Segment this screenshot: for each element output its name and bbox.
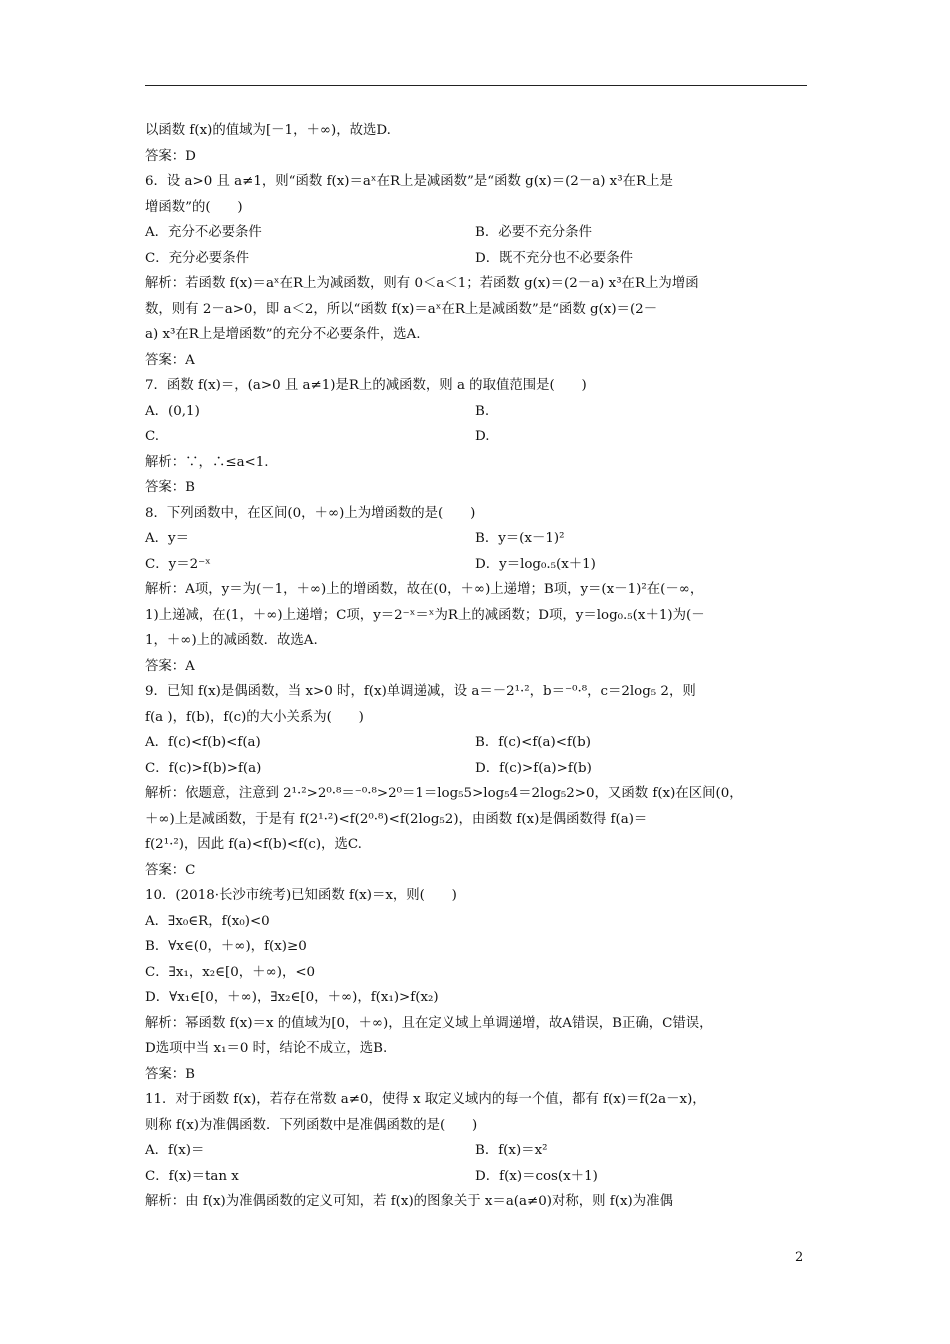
option-item: D．f(x)＝cos(x＋1) [475, 1168, 598, 1184]
text-line: 7．函数 f(x)＝，(a>0 且 a≠1)是R上的减函数，则 a 的取值范围是( ) [145, 378, 587, 393]
text-line: a) x³在R上是增函数”的充分不必要条件，选A. [145, 327, 421, 342]
option-item: C．y＝2⁻ˣ [145, 556, 211, 572]
text-line: 答案：A [145, 658, 195, 674]
text-line: 1)上递减，在(1，＋∞)上递增；C项，y＝2⁻ˣ＝ˣ为R上的减函数；D项，y＝log₀.₅(x＋1)为(－ [145, 607, 705, 623]
text-line: B．∀x∈(0，＋∞)，f(x)≥0 [145, 939, 307, 954]
text-line: 数，则有 2－a>0，即 a＜2，所以“函数 f(x)＝aˣ在R上是减函数”是“函数 g(x)＝(2－ [145, 301, 658, 317]
text-line: D．∀x₁∈[0，＋∞)，∃x₂∈[0，＋∞)，f(x₁)>f(x₂) [145, 990, 439, 1005]
option-item: A．y＝ [145, 531, 190, 546]
option-item: C．充分必要条件 [145, 250, 249, 266]
header-rule [145, 85, 807, 86]
option-item: D. [475, 429, 490, 444]
option-item: C. [145, 429, 160, 444]
text-line: 解析：若函数 f(x)＝aˣ在R上为减函数，则有 0＜a＜1；若函数 g(x)＝(2－a) x³在R上为增函 [145, 276, 699, 291]
text-line: f(2¹·²)，因此 f(a)<f(b)<f(c)，选C. [145, 837, 362, 852]
text-line: 解析：幂函数 f(x)＝x 的值域为[0，＋∞)，且在定义域上单调递增，故A错误，B正确，C错误， [145, 1015, 713, 1031]
option-item: C．f(x)＝tan x [145, 1168, 239, 1184]
option-row [145, 756, 810, 782]
option-item: D．f(c)>f(a)>f(b) [475, 760, 592, 776]
text-line: 解析：∵，∴≤a<1. [145, 454, 269, 470]
option-item: B. [475, 403, 490, 419]
option-row [145, 424, 810, 450]
text-line: 以函数 f(x)的值域为[－1，＋∞)，故选D. [145, 123, 391, 138]
text-line: 解析：A项，y＝为(－1，＋∞)上的增函数，故在(0，＋∞)上递增；B项，y＝(x－1)²在(－∞， [145, 582, 704, 597]
option-row [145, 399, 810, 425]
text-line: D选项中当 x₁＝0 时，结论不成立，选B. [145, 1041, 388, 1056]
option-row [145, 552, 810, 578]
text-line: 答案：D [145, 148, 196, 164]
option-item: A．(0,1) [145, 403, 200, 419]
option-row [145, 526, 810, 552]
text-line: 解析：由 f(x)为准偶函数的定义可知，若 f(x)的图象关于 x＝a(a≠0)对称，则 f(x)为准偶 [145, 1194, 673, 1209]
text-line: 6．设 a>0 且 a≠1，则“函数 f(x)＝aˣ在R上是减函数”是“函数 g(x)＝(2－a) x³在R上是 [145, 174, 673, 189]
text-line: 答案：B [145, 480, 196, 495]
text-line: 答案：C [145, 862, 196, 878]
option-item: D．y＝log₀.₅(x＋1) [475, 556, 596, 572]
option-item: B．f(x)＝x² [475, 1143, 548, 1158]
text-line: 答案：A [145, 352, 195, 368]
text-line: 10．(2018·长沙市统考)已知函数 f(x)＝x，则( ) [145, 888, 457, 903]
option-item: B．必要不充分条件 [475, 225, 592, 240]
text-line: C．∃x₁，x₂∈[0，＋∞)，<0 [145, 964, 316, 980]
text-line: 1，＋∞)上的减函数．故选A. [145, 633, 318, 648]
text-line: 11．对于函数 f(x)，若存在常数 a≠0，使得 x 取定义域内的每一个值，都有 f(x)＝f(2a－x)， [145, 1092, 706, 1107]
option-item: C．f(c)>f(b)>f(a) [145, 760, 262, 776]
option-item: A．f(c)<f(b)<f(a) [145, 735, 261, 750]
text-line: 则称 f(x)为准偶函数．下列函数中是准偶函数的是( ) [145, 1117, 478, 1133]
option-row [145, 730, 810, 756]
option-row [145, 1164, 810, 1190]
page-content [145, 118, 810, 1215]
option-item: B．y＝(x－1)² [475, 531, 565, 546]
text-line: 解析：依题意，注意到 2¹·²>2⁰·⁸＝⁻⁰·⁸>2⁰＝1＝log₅5>log₅4＝2log₅2>0，又函数 f(x)在区间(0， [145, 786, 743, 801]
option-row [145, 1138, 810, 1164]
text-line: A．∃x₀∈R，f(x₀)<0 [145, 913, 270, 929]
option-row [145, 246, 810, 272]
option-item: B．f(c)<f(a)<f(b) [475, 735, 591, 750]
text-line: ＋∞)上是减函数，于是有 f(2¹·²)<f(2⁰·⁸)<f(2log₅2)，由函数 f(x)是偶函数得 f(a)＝ [145, 811, 648, 827]
option-item: D．既不充分也不必要条件 [475, 250, 634, 266]
option-item: A．f(x)＝ [145, 1143, 205, 1158]
option-row [145, 220, 810, 246]
page-number: 2 [795, 1250, 804, 1265]
text-line: 答案：B [145, 1066, 196, 1082]
text-line: 8．下列函数中，在区间(0，＋∞)上为增函数的是( ) [145, 505, 476, 521]
option-item: A．充分不必要条件 [145, 225, 262, 240]
text-line: 9．已知 f(x)是偶函数，当 x>0 时，f(x)单调递减，设 a＝－2¹·²，b＝⁻⁰·⁸，c＝2log₅ 2，则 [145, 684, 696, 699]
text-line: f(a )，f(b)，f(c)的大小关系为( ) [145, 709, 364, 725]
text-line: 增函数”的( ) [145, 199, 243, 215]
